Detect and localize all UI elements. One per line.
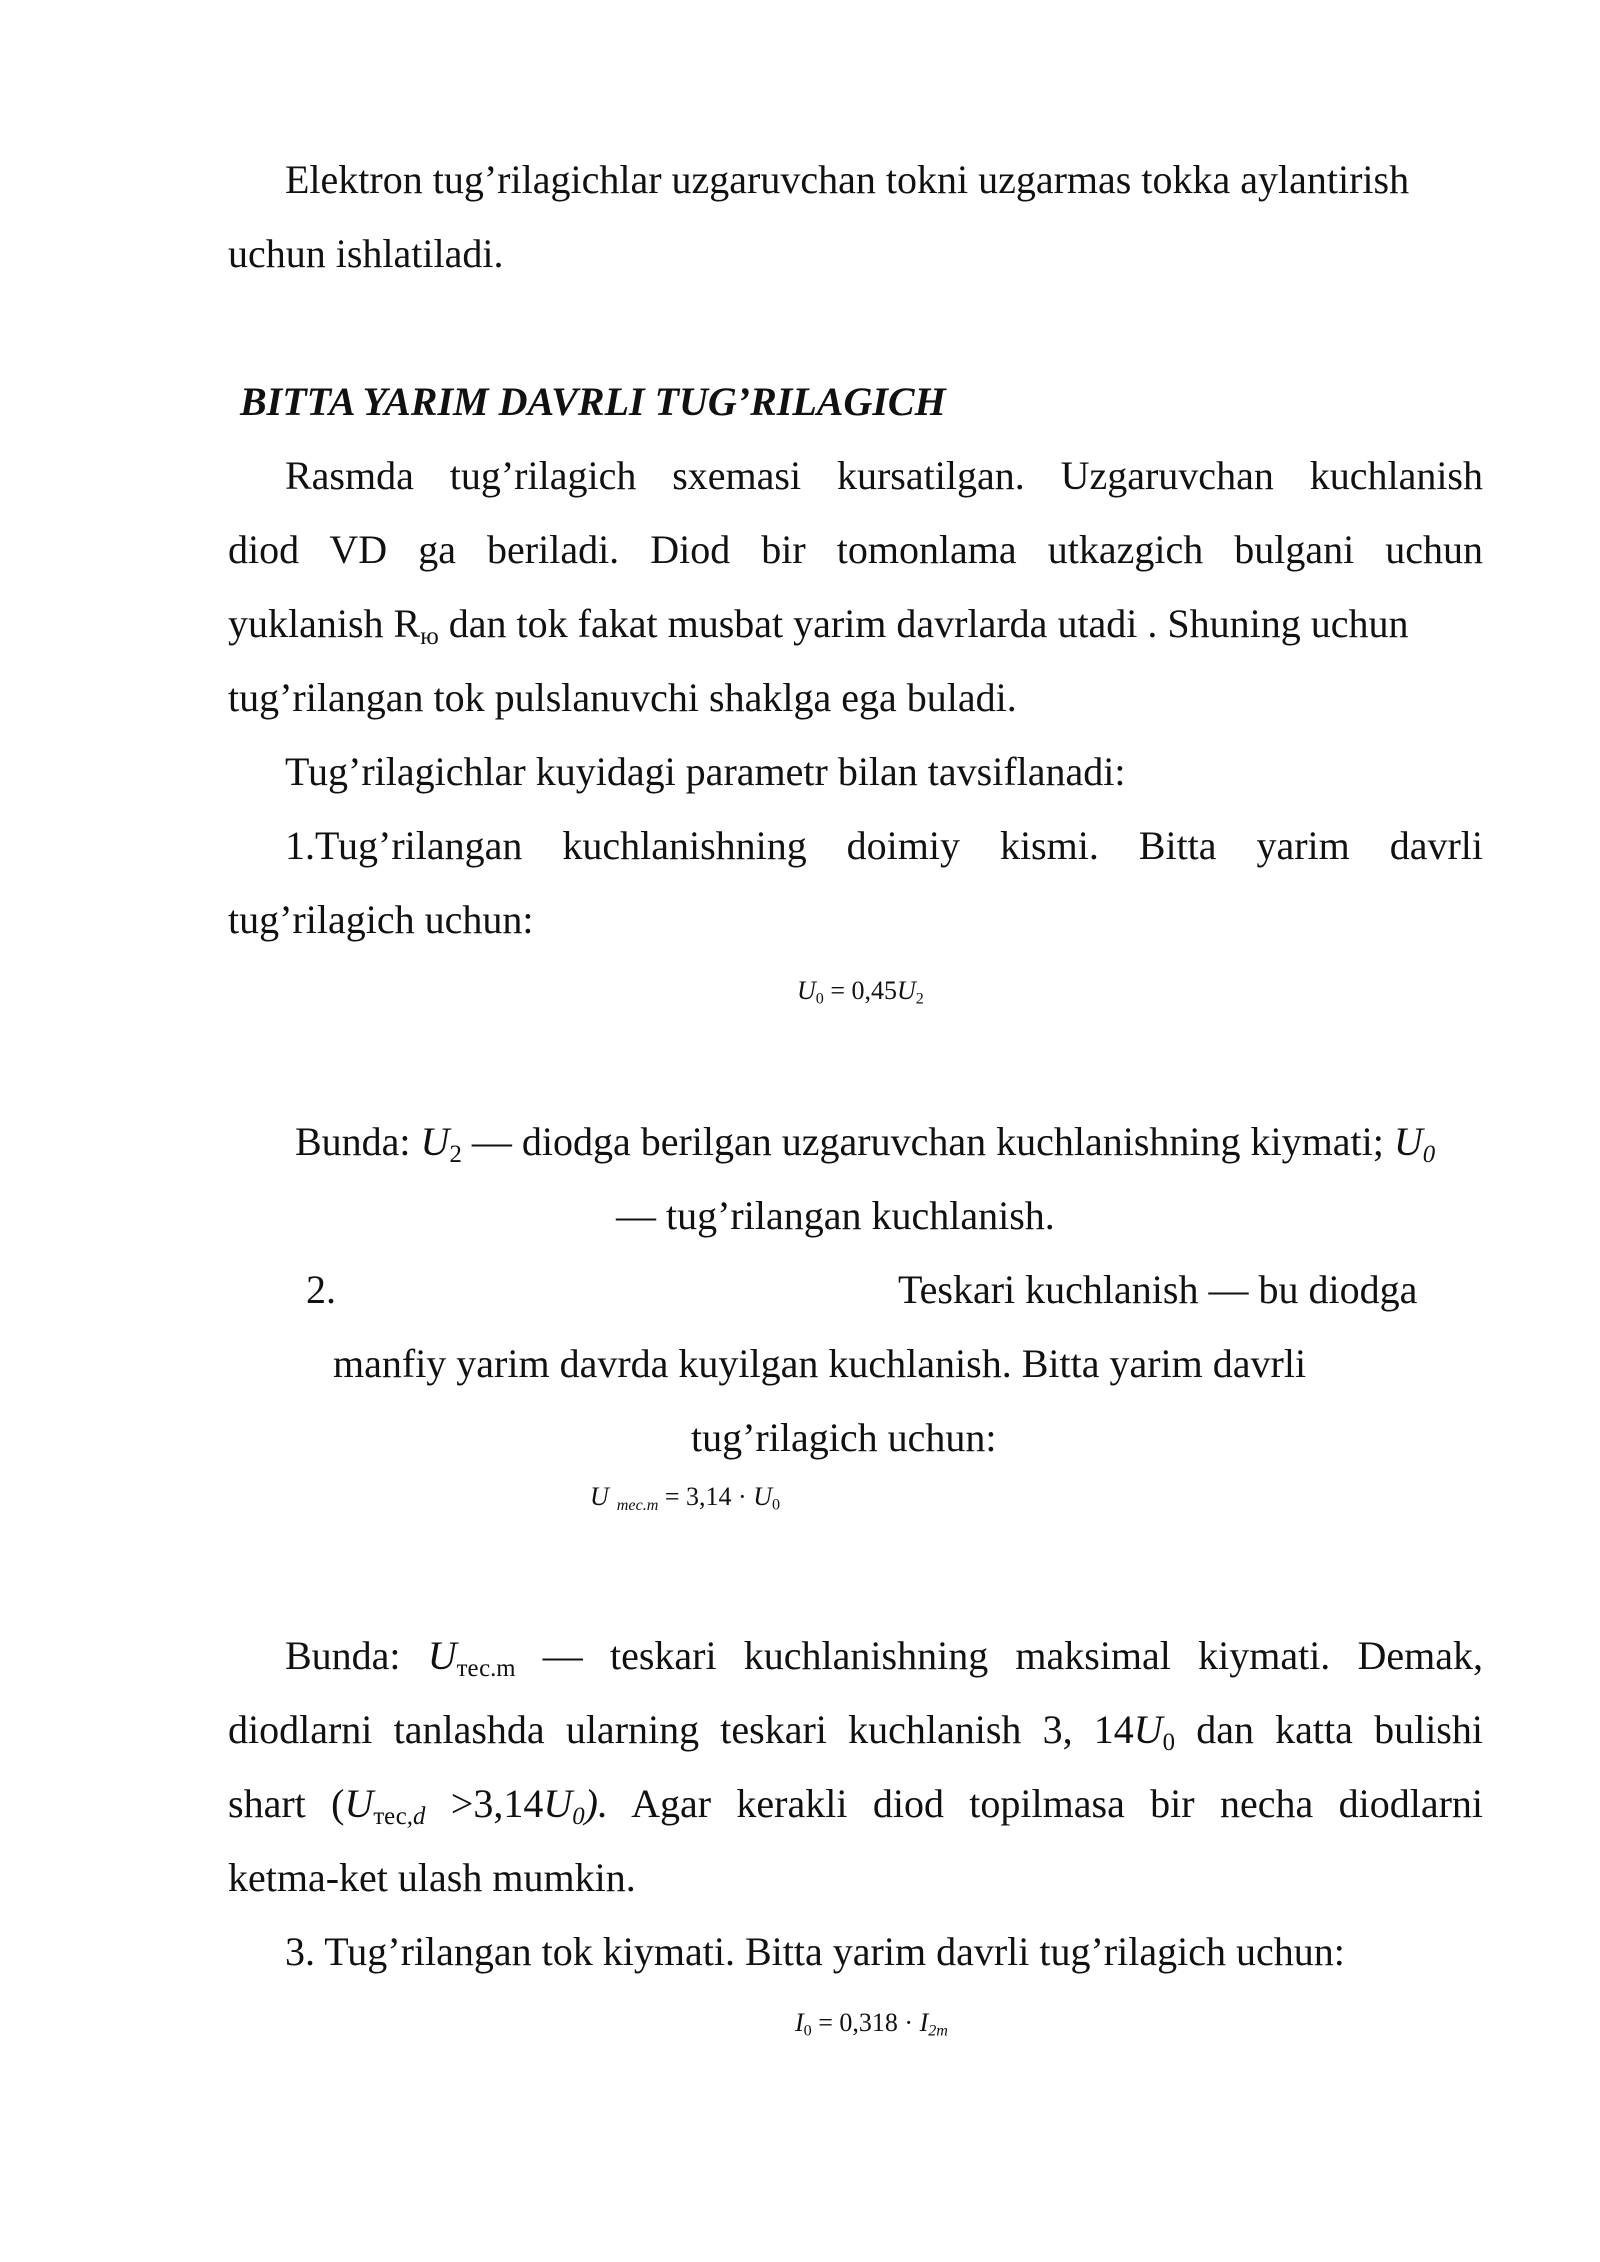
formula-utes-lhs: U bbox=[590, 1482, 609, 1511]
formula-u0-lhs-sub: 0 bbox=[815, 990, 824, 1008]
param2-note-line-1 bbox=[285, 1633, 1483, 1682]
scheme-line-2: diod VD ga beriladi. Diod bir tomonlama utkazgich bulgani uchun bbox=[228, 527, 1483, 572]
param2-note-line3-u: U bbox=[344, 1781, 374, 1826]
formula-i0 bbox=[795, 2010, 948, 2040]
formula-u0-lhs: U bbox=[797, 976, 816, 1005]
param2-note-line-2 bbox=[228, 1707, 1483, 1756]
param1-note-line-1 bbox=[295, 1119, 1436, 1168]
param2-note-line2-a: diodlarni tanlashda ularning teskari kuchlanish 3, 14 bbox=[228, 1707, 1134, 1752]
scheme-line-3-a: yuklanish R bbox=[228, 601, 421, 646]
param2-note-line-3 bbox=[228, 1781, 1484, 1830]
param2-note-line2-sub: 0 bbox=[1162, 1728, 1176, 1756]
load-resistor-subscript: ю bbox=[420, 622, 439, 650]
param2-note-line2-u: U bbox=[1133, 1707, 1163, 1752]
formula-u0 bbox=[797, 978, 924, 1008]
formula-utes-rhs-sub: 0 bbox=[772, 1496, 781, 1514]
param2-note-line3-u0-sub: 0 bbox=[572, 1802, 585, 1830]
param2-note-line3-b: >3,14 bbox=[425, 1781, 544, 1826]
param1-note-u0: U bbox=[1393, 1119, 1423, 1164]
scheme-line-3-b: dan tok fakat musbat yarim davrlarda utadi . Shuning uchun bbox=[438, 601, 1409, 646]
param2-note-line3-c: ). bbox=[584, 1781, 608, 1826]
param1-line-1: 1.Tug’rilangan kuchlanishning doimiy kismi. Bitta yarim davrli bbox=[285, 823, 1483, 868]
param2-line-1: Teskari kuchlanish — bu diodga bbox=[898, 1267, 1418, 1312]
param1-note-u0-sub: 0 bbox=[1422, 1140, 1436, 1168]
intro-line-2: uchun ishlatiladi. bbox=[228, 231, 504, 276]
formula-u0-rhs-sub: 2 bbox=[915, 990, 924, 1008]
intro-line-1: Elektron tug’rilagichlar uzgaruvchan tokni uzgarmas tokka aylantirish bbox=[285, 157, 1410, 202]
section-heading: BITTA YARIM DAVRLI TUG’RILAGICH bbox=[240, 379, 946, 424]
param2-note-u-sub: тес.m bbox=[456, 1654, 516, 1682]
formula-i0-lhs-sub: 0 bbox=[803, 2022, 812, 2040]
param2-note-line3-u0: U bbox=[543, 1781, 573, 1826]
param2-line-3: tug’rilagich uchun: bbox=[691, 1415, 997, 1460]
formula-i0-rhs-sub: 2m bbox=[928, 2022, 948, 2040]
param1-note-line-2: — tug’rilangan kuchlanish. bbox=[616, 1193, 1055, 1238]
param1-note-u2: U bbox=[420, 1119, 450, 1164]
formula-u0-rhs: U bbox=[897, 976, 916, 1005]
param2-note-line2-b: dan katta bulishi bbox=[1175, 1707, 1483, 1752]
formula-i0-rhs: I bbox=[919, 2008, 929, 2037]
scheme-line-4: tug’rilangan tok pulslanuvchi shaklga ega buladi. bbox=[228, 675, 1017, 720]
param2-number: 2. bbox=[306, 1267, 336, 1312]
param2-note-line3-sub2: ,d bbox=[406, 1802, 426, 1830]
formula-utes-lhs-sub: mec.m bbox=[616, 1496, 659, 1514]
param2-line-2: manfiy yarim davrda kuyilgan kuchlanish. Bitta yarim davrli bbox=[333, 1341, 1307, 1386]
param2-note-u: U bbox=[427, 1633, 457, 1678]
scheme-line-3 bbox=[228, 601, 1409, 650]
formula-u0-eq: = 0,45 bbox=[823, 976, 898, 1005]
param1-note-a: Bunda: bbox=[295, 1119, 421, 1164]
param2-note-line3-d: Agar kerakli diod topilmasa bir necha diodlarni bbox=[607, 1781, 1484, 1826]
param1-line-2: tug’rilagich uchun: bbox=[228, 897, 534, 942]
param1-note-u2-sub: 2 bbox=[449, 1140, 462, 1168]
param2-note-line3-a: shart ( bbox=[228, 1781, 345, 1826]
param2-note-line3-sub1: тес bbox=[373, 1802, 407, 1830]
formula-i0-eq: = 0,318 · bbox=[811, 2008, 920, 2037]
param3-line-1: 3. Tug’rilangan tok kiymati. Bitta yarim davrli tug’rilagich uchun: bbox=[285, 1929, 1345, 1974]
formula-utes-eq: = 3,14 · bbox=[658, 1482, 754, 1511]
params-intro: Tug’rilagichlar kuyidagi parametr bilan tavsiflanadi: bbox=[285, 749, 1126, 794]
formula-i0-lhs: I bbox=[795, 2008, 804, 2037]
param2-note-a: Bunda: bbox=[285, 1633, 428, 1678]
param2-note-line-4: ketma-ket ulash mumkin. bbox=[228, 1855, 636, 1900]
scheme-line-1: Rasmda tug’rilagich sxemasi kursatilgan. Uzgaruvchan kuchlanish bbox=[285, 453, 1483, 498]
formula-utes-rhs: U bbox=[753, 1482, 772, 1511]
param2-note-b: — teskari kuchlanishning maksimal kiymati. Demak, bbox=[515, 1633, 1483, 1678]
formula-utes bbox=[590, 1484, 780, 1514]
param1-note-b: — diodga berilgan uzgaruvchan kuchlanishning kiymati; bbox=[461, 1119, 1394, 1164]
